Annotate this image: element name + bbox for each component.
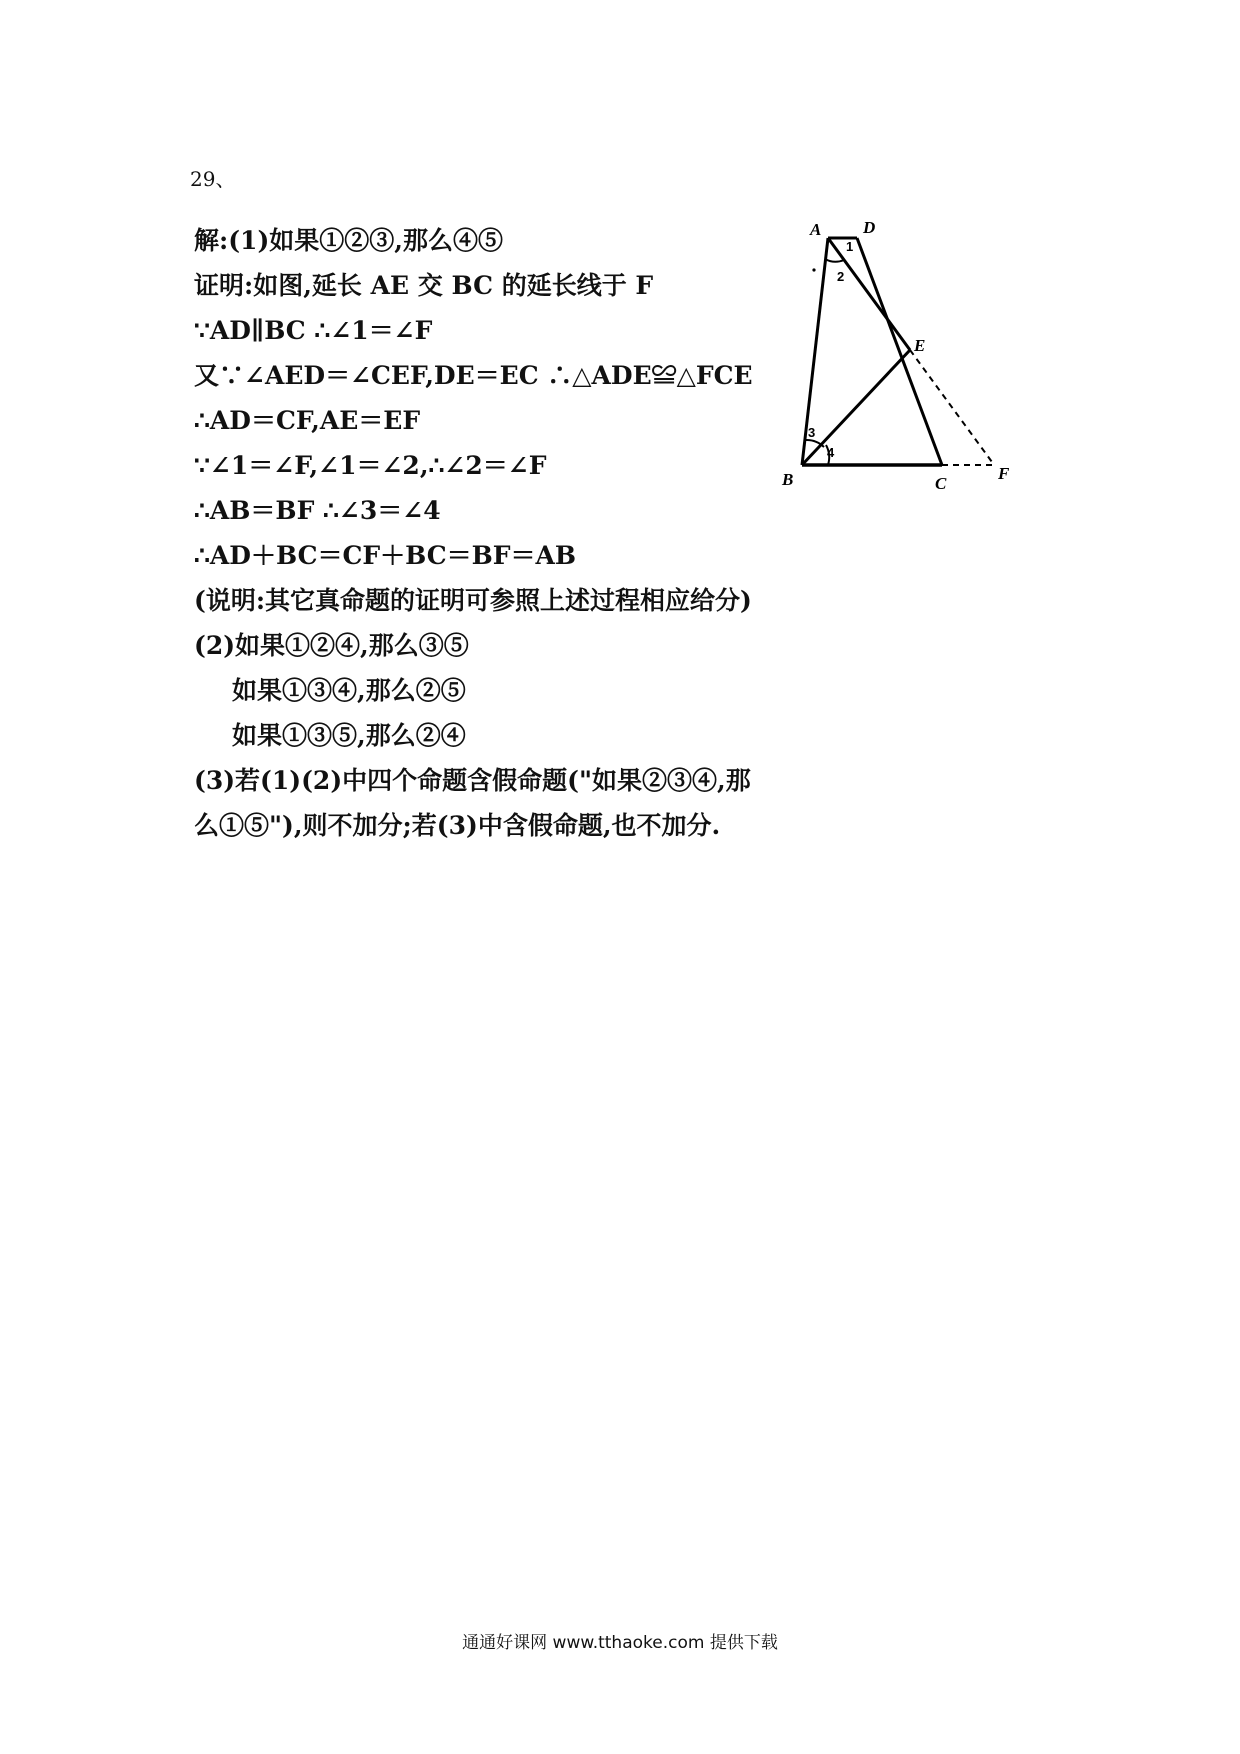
solution-part-3-b: 么①⑤"),则不加分;若(3)中含假命题,也不加分. (194, 811, 721, 840)
angle-label-2: 2 (837, 269, 845, 284)
segment-ef-dashed (910, 350, 992, 462)
problem-number: 29、 (190, 167, 236, 191)
solution-part-2-c: 如果①③⑤,那么②④ (232, 721, 466, 750)
segment-dc (857, 238, 942, 465)
angle-arc-a (825, 259, 844, 262)
point-label-b: B (782, 470, 794, 489)
angle-label-4: 4 (827, 445, 835, 460)
trapezoid-diagram (770, 215, 1040, 505)
footer-source: 通通好课网 www.tthaoke.com 提供下载 (462, 1633, 778, 1653)
solution-line-2: 证明:如图,延长 AE 交 BC 的延长线于 F (194, 271, 654, 300)
solution-line-6: ∵∠1＝∠F,∠1＝∠2,∴∠2＝∠F (194, 451, 547, 480)
solution-line-7: ∴AB＝BF ∴∠3＝∠4 (194, 496, 441, 525)
solution-part-3-a: (3)若(1)(2)中四个命题含假命题("如果②③④,那 (194, 766, 751, 795)
point-label-d: D (863, 218, 876, 237)
segment-ae (828, 238, 910, 350)
point-label-f: F (998, 464, 1010, 483)
solution-part-2-b: 如果①③④,那么②⑤ (232, 676, 466, 705)
geometry-figure (770, 215, 1040, 505)
solution-line-4: 又∵∠AED＝∠CEF,DE＝EC ∴△ADE≌△FCE (194, 361, 753, 390)
angle-label-3: 3 (808, 425, 816, 440)
point-label-e: E (914, 336, 926, 355)
small-dot (812, 268, 815, 271)
solution-note: (说明:其它真命题的证明可参照上述过程相应给分) (194, 586, 752, 615)
angle-label-1: 1 (846, 239, 854, 254)
solution-line-1: 解:(1)如果①②③,那么④⑤ (194, 226, 503, 255)
solution-text (194, 218, 794, 848)
solution-part-2: (2)如果①②④,那么③⑤ (194, 631, 469, 660)
solution-line-8: ∴AD＋BC＝CF＋BC＝BF＝AB (194, 541, 577, 570)
segment-be (802, 350, 910, 465)
solution-line-3: ∵AD∥BC ∴∠1＝∠F (194, 316, 433, 345)
solution-line-5: ∴AD＝CF,AE＝EF (194, 406, 421, 435)
point-label-c: C (935, 474, 947, 493)
point-label-a: A (810, 220, 822, 239)
